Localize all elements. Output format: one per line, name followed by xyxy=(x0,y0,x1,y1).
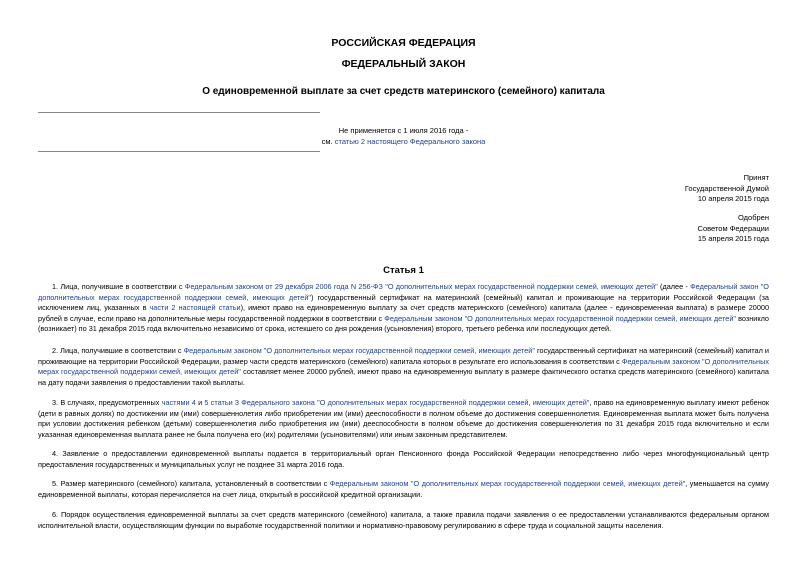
paragraph-2 xyxy=(38,346,769,388)
p1-text-b: (далее - xyxy=(657,282,691,291)
p2-text-b: государственный сертификат на материнский (семейный) капитал и проживающие на территории Российской Федерации, размер части средств материнского (семейного) капитала которых в результате его использования в соответствии с xyxy=(38,346,769,366)
council-approved-label: Одобрен xyxy=(738,213,769,222)
p5-link-1[interactable]: Федеральным законом "О дополнительных мерах государственной поддержки семей, имеющих детей" xyxy=(329,479,686,488)
p3-text-a: 3. В случаях, предусмотренных xyxy=(52,398,162,407)
adoption-duma xyxy=(685,173,769,205)
note-link[interactable]: статью 2 настоящего Федерального закона xyxy=(334,137,486,146)
applicability-note-line1: Не применяется с 1 июля 2016 года - xyxy=(338,126,469,135)
duma-name: Государственной Думой xyxy=(684,183,769,193)
separator-line-bottom xyxy=(38,151,320,152)
p6-text-a: 6. Порядок осуществления единовременной выплаты за счет средств материнского (семейного) капитала, а также правила подачи заявления о ее предоставлении устанавливаются федеральным органом исполнительной власти, осуществляющим функции по выработке государственной политики и нормативно-правовому регулированию в сфере труда и социальной защиты населения. xyxy=(38,510,769,530)
paragraph-1 xyxy=(38,282,769,335)
p4-text-a: 4. Заявление о предоставлении единовременной выплаты подается в территориальный орган Пенсионного фонда Российской Федерации непосредственно либо через многофункциональный центр предоставления государственных и муниципальных услуг не позднее 31 марта 2016 года. xyxy=(38,449,769,469)
p2-text-c: составляет менее 20000 рублей, имеют право на единовременную выплату в размере фактического остатка средств материнского (семейного) капитала на дату подачи заявления о предоставлении такой выплаты. xyxy=(38,367,769,387)
p3-link-1[interactable]: частями 4 xyxy=(161,398,196,407)
p3-text-c: , право на единовременную выплату имеют ребенок (дети в равных долях) по достижении им (ими) совершеннолетия либо приобретении им (ими) дееспособности в полном объеме до достижения совершеннолетия. Единовременная выплата может быть получена при условии достижения ребенком (детьми) совершеннолетия либо приобретения им (ими) дееспособности в полном объеме до достижения совершеннолетия по 31 декабря 2015 года включительно и если указанная единовременная выплата ранее не была получена его (их) родителями (усыновителями) или иным законным представителем. xyxy=(38,398,769,439)
p2-link-1[interactable]: Федеральным законом "О дополнительных мерах государственной поддержки семей, имеющих детей" xyxy=(183,346,535,355)
p3-text-b: и xyxy=(195,398,205,407)
p5-text-a: 5. Размер материнского (семейного) капитала, установленный в соответствии с xyxy=(52,479,330,488)
paragraph-4 xyxy=(38,449,769,470)
law-title: О единовременной выплате за счет средств материнского (семейного) капитала xyxy=(202,86,605,97)
p1-link-2[interactable]: Федеральный закон "О дополнительных мерах государственной поддержки семей, имеющих детей" xyxy=(38,282,769,302)
document-type-heading: ФЕДЕРАЛЬНЫЙ ЗАКОН xyxy=(341,58,466,70)
adoption-council xyxy=(698,213,769,245)
article-heading: Статья 1 xyxy=(383,265,424,276)
paragraph-5 xyxy=(38,479,769,500)
paragraph-3 xyxy=(38,398,769,440)
p2-text-a: 2. Лица, получившие в соответствии с xyxy=(52,346,184,355)
p1-text-c: ) государственный сертификат на материнский (семейный) капитал и проживающие на территории Российской Федерации (за исключением лиц, указанных в xyxy=(38,292,769,313)
p1-link-1[interactable]: Федеральным законом от 29 декабря 2006 года N 256-ФЗ "О дополнительных мерах государственной поддержки семей, имеющих детей" xyxy=(184,282,658,291)
duma-date: 10 апреля 2015 года xyxy=(697,194,769,203)
council-date: 15 апреля 2015 года xyxy=(697,234,769,243)
applicability-note-line2 xyxy=(0,137,807,146)
separator-line-top xyxy=(38,112,320,113)
p2-link-2[interactable]: Федеральным законом "О дополнительных мерах государственной поддержки семей, имеющих детей" xyxy=(38,356,769,377)
p1-text-d: ), имеют право на единовременную выплату за счет средств материнского (семейного) капитала (далее - единовременная выплата) в размере 20000 рублей в случае, если право на дополнительные меры государственной поддержки в соответствии с xyxy=(38,303,769,323)
p1-text-a: 1. Лица, получившие в соответствии с xyxy=(52,282,185,291)
p1-link-3[interactable]: части 2 настоящей статьи xyxy=(149,303,241,313)
council-name: Советом Федерации xyxy=(697,223,769,233)
p5-text-b: , уменьшается на сумму единовременной выплаты, которая перечисляется на счет лица, открытый в российской кредитной организации. xyxy=(38,479,769,499)
p3-link-2[interactable]: 5 статьи 3 Федерального закона "О дополнительных мерах государственной поддержки семей, имеющих детей" xyxy=(204,398,590,407)
note-prefix: см. xyxy=(321,137,335,146)
p1-text-e: возникло (возникает) по 31 декабря 2015 года включительно независимо от срока, истекшего со дня рождения (усыновления) второго, третьего ребенка или последующих детей. xyxy=(38,313,769,334)
country-heading: РОССИЙСКАЯ ФЕДЕРАЦИЯ xyxy=(331,37,476,49)
paragraph-6 xyxy=(38,510,769,531)
p1-link-4[interactable]: Федеральным законом "О дополнительных мерах государственной поддержки семей, имеющих детей" xyxy=(384,313,736,323)
duma-adopted-label: Принят xyxy=(743,173,769,182)
